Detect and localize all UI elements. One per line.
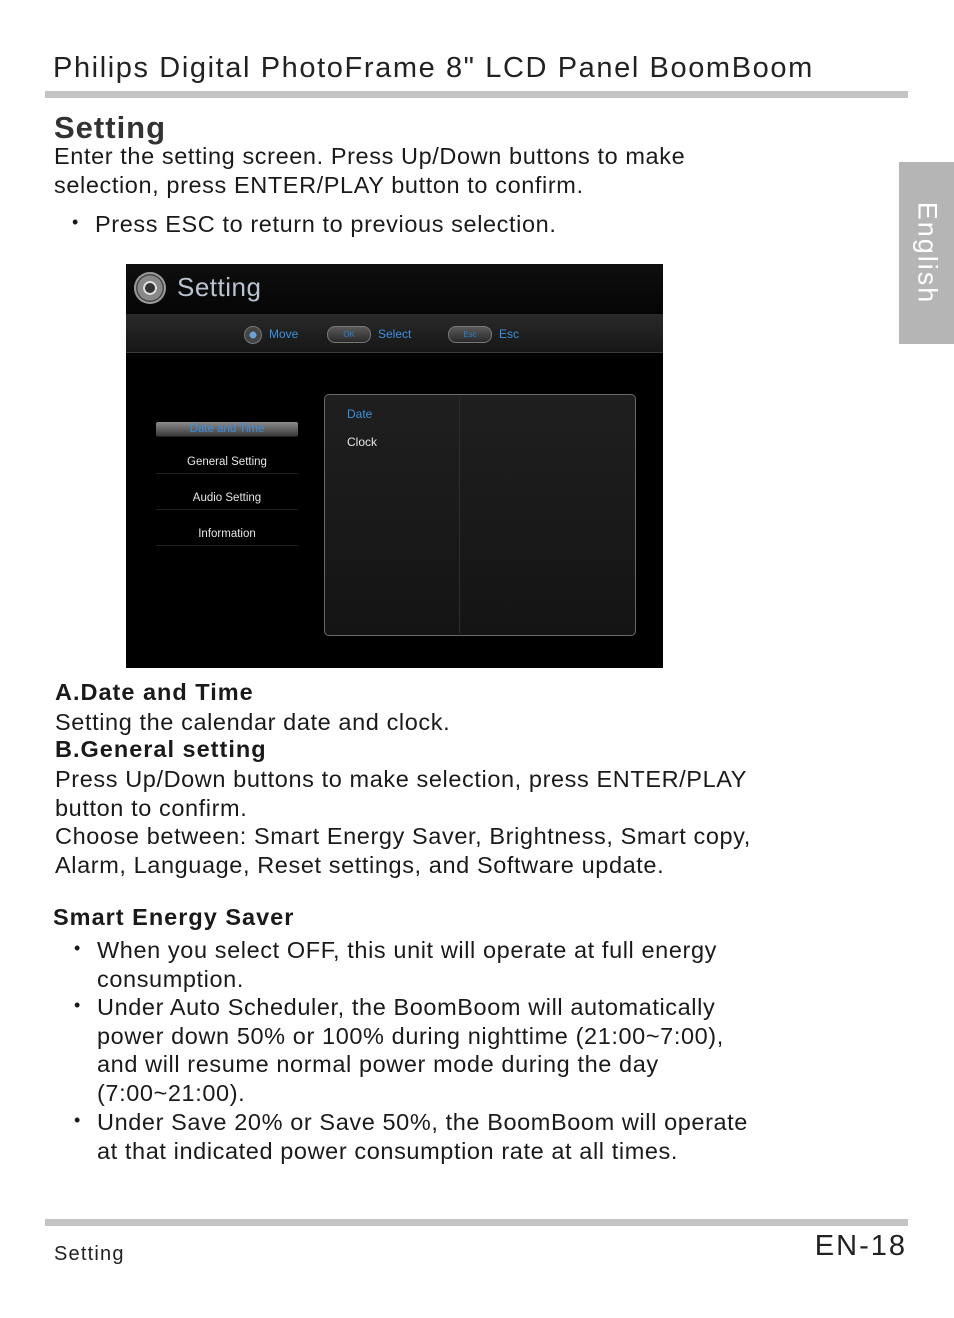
energy-bullet-line: power down 50% or 100% during nighttime (21:00~7:00), (97, 1022, 724, 1049)
energy-bullet-auto-scheduler (74, 993, 724, 1107)
screen-title-bar (126, 264, 663, 314)
language-tab-label: English (912, 201, 942, 305)
bullet-dot: • (72, 212, 79, 232)
energy-bullet-line: When you select OFF, this unit will operate at full energy (97, 937, 717, 963)
general-setting-line: Press Up/Down buttons to make selection, press ENTER/PLAY (55, 766, 748, 792)
joystick-icon (244, 326, 262, 344)
panel-divider (459, 397, 460, 633)
screen-submenu-panel (324, 394, 636, 636)
footer-section-label: Setting (54, 1243, 125, 1265)
hint-move: Move (269, 327, 299, 341)
menu-item-general-setting: General Setting (156, 451, 298, 474)
bullet-dot: • (74, 995, 81, 1015)
smart-energy-heading: Smart Energy Saver (53, 904, 295, 930)
energy-bullet-line: at that indicated power consumption rate at all times. (97, 1137, 679, 1164)
esc-bullet (72, 210, 557, 239)
general-setting-line: Choose between: Smart Energy Saver, Brightness, Smart copy, (55, 823, 751, 850)
page-number: EN-18 (814, 1230, 907, 1262)
energy-bullet-line: consumption. (97, 965, 244, 992)
date-time-heading: A.Date and Time (55, 679, 254, 705)
energy-bullet-line: and will resume normal power mode during the day (97, 1051, 659, 1078)
menu-item-information: Information (156, 523, 298, 546)
intro-paragraph (54, 142, 685, 199)
energy-bullet-line: Under Save 20% or Save 50%, the BoomBoom will operate (97, 1109, 748, 1135)
bullet-dot: • (74, 1110, 81, 1130)
menu-item-audio-setting: Audio Setting (156, 487, 298, 510)
section-title: Setting (54, 110, 167, 145)
submenu-item-clock: Clock (347, 435, 378, 449)
ok-key-icon: OK (327, 326, 371, 343)
general-setting-line: Alarm, Language, Reset settings, and Software update. (55, 851, 665, 878)
intro-line: selection, press ENTER/PLAY button to confirm. (54, 171, 584, 198)
document-header-title: Philips Digital PhotoFrame 8" LCD Panel BoomBoom (53, 52, 814, 84)
menu-item-date-and-time: Date and Time (156, 422, 298, 437)
date-time-text: Setting the calendar date and clock. (55, 709, 451, 735)
footer-rule (45, 1219, 908, 1226)
energy-bullet-off (74, 936, 717, 993)
general-setting-heading: B.General setting (55, 736, 267, 762)
esc-key-icon: Esc (448, 326, 492, 343)
gear-icon (134, 272, 166, 304)
settings-screen-image (126, 264, 663, 668)
energy-bullet-line: (7:00~21:00). (97, 1079, 246, 1106)
energy-bullet-line: Under Auto Scheduler, the BoomBoom will automatically (97, 994, 716, 1020)
bullet-dot: • (74, 938, 81, 958)
general-setting-line: button to confirm. (55, 794, 248, 821)
submenu-item-date: Date (347, 407, 373, 421)
hint-esc: Esc (499, 327, 520, 341)
energy-bullet-save (74, 1108, 748, 1165)
screen-hint-bar (126, 314, 663, 353)
general-setting-paragraph (55, 765, 751, 879)
hint-select: Select (378, 327, 412, 341)
intro-line: Enter the setting screen. Press Up/Down buttons to make (54, 143, 686, 169)
header-rule (45, 91, 908, 98)
screen-title: Setting (177, 272, 262, 302)
esc-bullet-text: Press ESC to return to previous selection. (95, 211, 557, 237)
language-side-tab (899, 162, 954, 344)
